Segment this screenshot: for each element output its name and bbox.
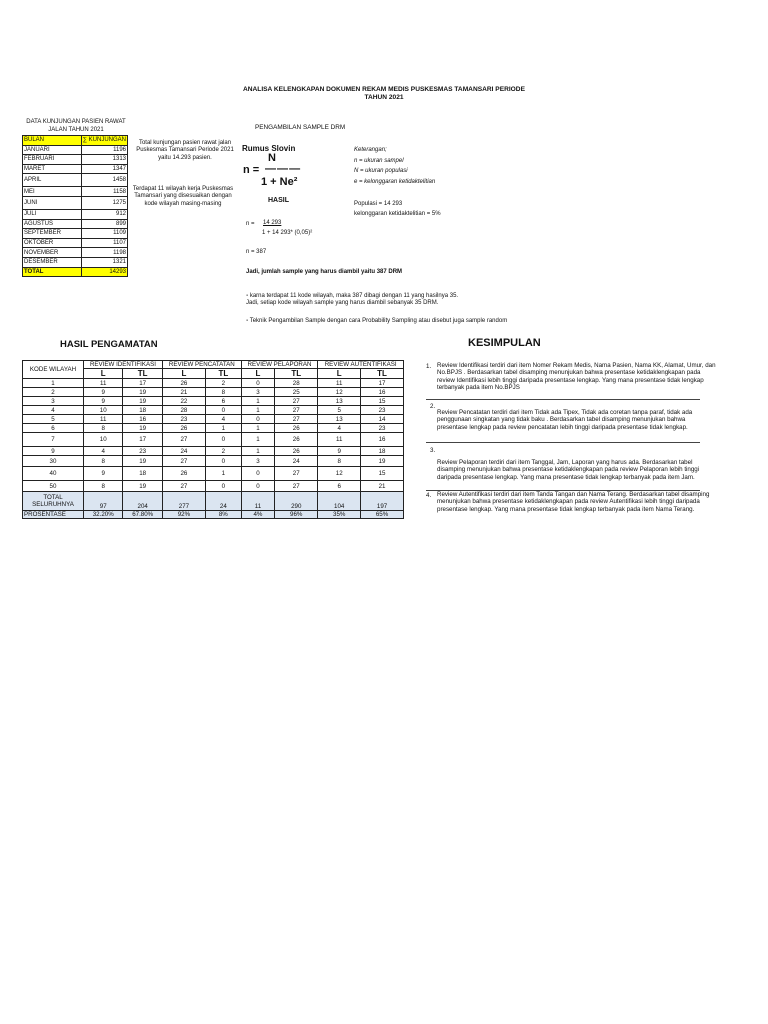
item-number: 2.: [430, 403, 436, 410]
value-cell: 19: [123, 388, 162, 397]
table-row: [23, 155, 128, 165]
value-cell: 0: [241, 481, 274, 492]
month-cell: OKTOBER: [23, 238, 82, 248]
sub-tl: TL: [205, 369, 241, 379]
title-line-2: TAHUN 2021: [364, 94, 404, 101]
kode-wilayah-cell: 9: [23, 447, 84, 456]
count-cell: 1347: [81, 164, 127, 174]
value-cell: 1: [241, 424, 274, 433]
table-row: [23, 379, 404, 388]
pct-cell: 8%: [205, 511, 241, 519]
table-row: [23, 388, 404, 397]
formula-denominator: 1 + Ne²: [261, 176, 298, 188]
count-cell: 1321: [81, 257, 127, 267]
count-cell: 899: [81, 219, 127, 229]
title-line-1: ANALISA KELENGKAPAN DOKUMEN REKAM MEDIS PUSKESMAS TAMANSARI PERIODE: [243, 86, 525, 93]
sub-tl: TL: [123, 369, 162, 379]
value-cell: 19: [123, 397, 162, 406]
item-number: 1.: [426, 363, 432, 370]
value-cell: 1: [205, 467, 241, 481]
keterangan-3: e = kelonggaran ketidaktelitian: [354, 179, 436, 185]
value-cell: 26: [275, 424, 318, 433]
table-row: [23, 415, 404, 424]
page-title: [0, 86, 768, 102]
calc-result: n = 387: [246, 249, 267, 255]
value-cell: 27: [275, 397, 318, 406]
table-row: [23, 456, 404, 467]
count-cell: 1313: [81, 155, 127, 165]
value-cell: 18: [123, 406, 162, 415]
value-cell: 10: [84, 433, 123, 447]
bullet-2-text: Teknik Pengambilan Sample dengan cara Probability Sampling atau disebut juga sample random: [249, 318, 508, 324]
caption-line-2: JALAN TAHUN 2021: [48, 127, 104, 133]
total-cell: 204: [123, 492, 162, 511]
value-cell: 9: [84, 467, 123, 481]
total-cell: 24: [205, 492, 241, 511]
value-cell: 0: [205, 406, 241, 415]
total-cell: 197: [361, 492, 404, 511]
kode-wilayah-cell: 1: [23, 379, 84, 388]
item-text: Review Autentifikasi terdiri dari item Tanda Tangan dan Nama Terang. Berdasarkan tabel disamping menunjukan bahwa presentase ketidaklengkapan pada review Autentifikasi lebih tinggi daripada presentase lengkap. Yang mana presentase tidak lengkap terbanyak pada item Nama Terang.: [437, 491, 710, 513]
formula-lhs: n =: [243, 164, 260, 176]
month-cell: JUNI: [23, 196, 82, 209]
calc-denominator: 1 + 14 293* (0,05)²: [262, 230, 313, 236]
value-cell: 27: [162, 456, 205, 467]
value-cell: 27: [275, 481, 318, 492]
group-pencatatan: REVIEW PENCATATAN: [162, 361, 241, 369]
table-row: [23, 397, 404, 406]
value-cell: 4: [84, 447, 123, 456]
sub-l: L: [241, 369, 274, 379]
value-cell: 11: [84, 379, 123, 388]
value-cell: 1: [205, 424, 241, 433]
month-cell: NOVEMBER: [23, 248, 82, 258]
month-cell: APRIL: [23, 174, 82, 187]
count-cell: 1196: [81, 145, 127, 155]
value-cell: 27: [275, 467, 318, 481]
total-cell: 11: [241, 492, 274, 511]
kesimpulan-item-2: [426, 403, 716, 431]
value-cell: 8: [205, 388, 241, 397]
visit-table: [22, 135, 128, 277]
table-row: [23, 447, 404, 456]
month-cell: AGUSTUS: [23, 219, 82, 229]
value-cell: 8: [84, 456, 123, 467]
value-cell: 16: [361, 433, 404, 447]
value-cell: 21: [162, 388, 205, 397]
value-cell: 5: [318, 406, 361, 415]
kode-wilayah-cell: 4: [23, 406, 84, 415]
visit-total-row: [23, 267, 128, 277]
value-cell: 8: [84, 424, 123, 433]
visit-table-caption: [22, 118, 130, 134]
table-row: [23, 229, 128, 239]
bullet-1: [246, 293, 466, 308]
value-cell: 8: [84, 481, 123, 492]
value-cell: 3: [241, 456, 274, 467]
bullet-icon: ▪: [246, 293, 249, 299]
value-cell: 27: [162, 433, 205, 447]
keterangan-2: N = ukuran populasi: [354, 168, 408, 174]
col-kode-wilayah: KODE WILAYAH: [23, 361, 84, 379]
value-cell: 22: [162, 397, 205, 406]
kode-wilayah-cell: 50: [23, 481, 84, 492]
value-cell: 12: [318, 388, 361, 397]
value-cell: 9: [318, 447, 361, 456]
value-cell: 26: [162, 467, 205, 481]
populasi-text: Populasi = 14 293: [354, 201, 403, 207]
value-cell: 4: [205, 415, 241, 424]
pct-cell: 65%: [361, 511, 404, 519]
kode-wilayah-cell: 2: [23, 388, 84, 397]
table-row: [23, 187, 128, 197]
header-kunjungan: ∑ KUNJUNGAN: [82, 137, 126, 144]
total-value: 14293: [81, 267, 127, 277]
item-text: Review Pencatatan terdiri dari item Tidak ada Tipex, Tidak ada coretan tanpa paraf, tidak ada penggunaan singkatan yang tidak baku . Berdasarkan tabel disamping menunjukan bahwa presentase lengkap pada review pencatatan lebih tinggi daripada presentase tidak lengkap.: [437, 409, 693, 431]
bullet-2: [246, 317, 566, 325]
sub-l: L: [162, 369, 205, 379]
value-cell: 26: [162, 379, 205, 388]
table-row: [23, 209, 128, 219]
value-cell: 16: [361, 388, 404, 397]
value-cell: 1: [241, 397, 274, 406]
value-cell: 1: [241, 433, 274, 447]
visit-note-1: Total kunjungan pasien rawat jalan Puskesmas Tamansari Periode 2021 yaitu 14.293 pasien.: [136, 140, 234, 161]
results-table: [22, 360, 404, 519]
rumus-title: Rumus Slovin: [242, 144, 296, 153]
value-cell: 19: [123, 424, 162, 433]
value-cell: 17: [361, 379, 404, 388]
value-cell: 28: [275, 379, 318, 388]
formula-fraction-bar: — — —: [265, 163, 300, 175]
divider: [426, 399, 700, 400]
group-identifikasi: REVIEW IDENTIFIKASI: [84, 361, 163, 369]
value-cell: 1: [241, 447, 274, 456]
kode-wilayah-cell: 30: [23, 456, 84, 467]
keterangan-title: Keterangan;: [354, 147, 387, 153]
caption-line-1: DATA KUNJUNGAN PASIEN RAWAT: [26, 119, 126, 125]
value-cell: 6: [318, 481, 361, 492]
value-cell: 23: [162, 415, 205, 424]
month-cell: SEPTEMBER: [23, 229, 82, 239]
divider: [426, 442, 700, 443]
value-cell: 0: [205, 433, 241, 447]
value-cell: 21: [361, 481, 404, 492]
pct-cell: 35%: [318, 511, 361, 519]
month-cell: MEI: [23, 187, 82, 197]
sub-l: L: [84, 369, 123, 379]
kesimpulan-item-1: [426, 362, 716, 392]
table-row: [23, 257, 128, 267]
value-cell: 17: [123, 433, 162, 447]
value-cell: 24: [162, 447, 205, 456]
value-cell: 28: [162, 406, 205, 415]
total-label-2: SELURUHNYA: [32, 501, 74, 508]
value-cell: 15: [361, 397, 404, 406]
group-autentifikasi: REVIEW AUTENTIFIKASI: [318, 361, 404, 369]
value-cell: 17: [123, 379, 162, 388]
visit-note-2: Terdapat 11 wilayah kerja Puskesmas Tamansari yang disesuaikan dengan kode wilayah masing-masing: [132, 186, 234, 207]
value-cell: 9: [84, 388, 123, 397]
results-pct-row: [23, 511, 404, 519]
value-cell: 13: [318, 397, 361, 406]
value-cell: 13: [318, 415, 361, 424]
hasil-label: HASIL: [268, 197, 289, 204]
value-cell: 0: [241, 415, 274, 424]
value-cell: 16: [123, 415, 162, 424]
results-total-row: [23, 492, 404, 511]
results-body: [23, 379, 404, 492]
month-cell: MARET: [23, 164, 82, 174]
kesimpulan-item-3: [426, 447, 716, 481]
item-text: Review Identifikasi terdiri dari item Nomer Rekam Medis, Nama Pasien, Nama KK, Alamat, Umur, dan No.BPJS . Berdasarkan tabel disamping menunjukan bahwa presentase ketidaklengkapan pada review Identifikasi lebih tinggi daripada presentase lengkap. Yang mana presentase tidak lengkap terbanyak pada item No.BPJS: [437, 362, 716, 392]
sub-l: L: [318, 369, 361, 379]
month-cell: JULI: [23, 209, 82, 219]
table-row: [23, 424, 404, 433]
kesimpulan-title: KESIMPULAN: [468, 337, 541, 349]
value-cell: 0: [205, 481, 241, 492]
sampling-heading: PENGAMBILAN SAMPLE DRM: [255, 124, 346, 131]
total-cell: 277: [162, 492, 205, 511]
sub-tl: TL: [275, 369, 318, 379]
value-cell: 26: [275, 447, 318, 456]
value-cell: 8: [318, 456, 361, 467]
count-cell: 912: [81, 209, 127, 219]
results-group-header: [23, 361, 404, 369]
value-cell: 11: [318, 379, 361, 388]
value-cell: 2: [205, 379, 241, 388]
table-row: [23, 481, 404, 492]
table-row: [23, 238, 128, 248]
visit-table-header: [23, 136, 128, 146]
total-cell: 290: [275, 492, 318, 511]
value-cell: 11: [318, 433, 361, 447]
count-cell: 1109: [81, 229, 127, 239]
count-cell: 1107: [81, 238, 127, 248]
sample-conclusion: Jadi, jumlah sample yang harus diambil yaitu 387 DRM: [246, 269, 403, 275]
pct-cell: 67.80%: [123, 511, 162, 519]
value-cell: 0: [241, 379, 274, 388]
value-cell: 10: [84, 406, 123, 415]
value-cell: 15: [361, 467, 404, 481]
bullet-icon: ▪: [246, 318, 249, 324]
total-cell: 97: [84, 492, 123, 511]
value-cell: 0: [205, 456, 241, 467]
pct-cell: 32.20%: [84, 511, 123, 519]
month-cell: DESEMBER: [23, 257, 82, 267]
value-cell: 14: [361, 415, 404, 424]
kelonggaran-text: kelonggaran ketidaktelitian = 5%: [354, 211, 441, 217]
month-cell: JANUARI: [23, 145, 82, 155]
kode-wilayah-cell: 5: [23, 415, 84, 424]
table-row: [23, 433, 404, 447]
kode-wilayah-cell: 7: [23, 433, 84, 447]
value-cell: 27: [162, 481, 205, 492]
total-label-1: TOTAL: [43, 494, 63, 501]
table-row: [23, 248, 128, 258]
value-cell: 26: [275, 433, 318, 447]
sub-tl: TL: [361, 369, 404, 379]
kode-wilayah-cell: 6: [23, 424, 84, 433]
item-number: 3.: [430, 447, 436, 454]
value-cell: 19: [123, 481, 162, 492]
pct-cell: 4%: [241, 511, 274, 519]
bullet-1-text: karna terdapat 11 kode wilayah, maka 387 dibagi dengan 11 yang hasilnya 35. Jadi, setiap kode wilayah sample yang harus diambil sebanyak 35 DRM.: [246, 293, 459, 307]
hasil-pengamatan-title: HASIL PENGAMATAN: [60, 339, 158, 350]
value-cell: 19: [361, 456, 404, 467]
value-cell: 23: [123, 447, 162, 456]
kode-wilayah-cell: 40: [23, 467, 84, 481]
table-row: [23, 196, 128, 209]
header-bulan: BULAN: [23, 136, 82, 146]
value-cell: 11: [84, 415, 123, 424]
group-pelaporan: REVIEW PELAPORAN: [241, 361, 318, 369]
value-cell: 3: [241, 388, 274, 397]
value-cell: 18: [361, 447, 404, 456]
kode-wilayah-cell: 3: [23, 397, 84, 406]
value-cell: 24: [275, 456, 318, 467]
value-cell: 23: [361, 424, 404, 433]
value-cell: 0: [241, 467, 274, 481]
table-row: [23, 406, 404, 415]
value-cell: 27: [275, 406, 318, 415]
value-cell: 9: [84, 397, 123, 406]
pct-label: PROSENTASE: [23, 511, 84, 519]
kesimpulan-item-4: [426, 491, 716, 513]
value-cell: 6: [205, 397, 241, 406]
value-cell: 25: [275, 388, 318, 397]
pct-cell: 92%: [162, 511, 205, 519]
value-cell: 2: [205, 447, 241, 456]
month-cell: FEBRUARI: [23, 155, 82, 165]
total-label: TOTAL: [23, 267, 82, 277]
item-number: 4.: [426, 492, 432, 499]
table-row: [23, 164, 128, 174]
table-row: [23, 219, 128, 229]
total-label-cell: [23, 492, 84, 511]
value-cell: 4: [318, 424, 361, 433]
item-text: Review Pelaporan terdiri dari item Tanggal, Jam, Laporan yang harus ada. Berdasarkan tabel disamping menunjukan bahwa presentase ketidaklengkapan pada review Pelaporan lebih tinggi daripada presentase lengkap. Yang mana presentase tidak lengkap terbanyak pada item Jam.: [437, 459, 700, 481]
count-cell: 1275: [81, 196, 127, 209]
count-cell: 1158: [81, 187, 127, 197]
keterangan-1: n = ukuran sampel: [354, 158, 404, 164]
value-cell: 19: [123, 456, 162, 467]
table-row: [23, 467, 404, 481]
pct-cell: 96%: [275, 511, 318, 519]
value-cell: 18: [123, 467, 162, 481]
table-row: [23, 174, 128, 187]
value-cell: 27: [275, 415, 318, 424]
count-cell: 1458: [81, 174, 127, 187]
formula-numerator: N: [268, 152, 276, 164]
value-cell: 23: [361, 406, 404, 415]
count-cell: 1198: [81, 248, 127, 258]
value-cell: 26: [162, 424, 205, 433]
calc-numerator: 14 293: [263, 220, 282, 226]
total-cell: 104: [318, 492, 361, 511]
calc-lhs: n =: [246, 221, 255, 227]
value-cell: 1: [241, 406, 274, 415]
table-row: [23, 145, 128, 155]
value-cell: 12: [318, 467, 361, 481]
